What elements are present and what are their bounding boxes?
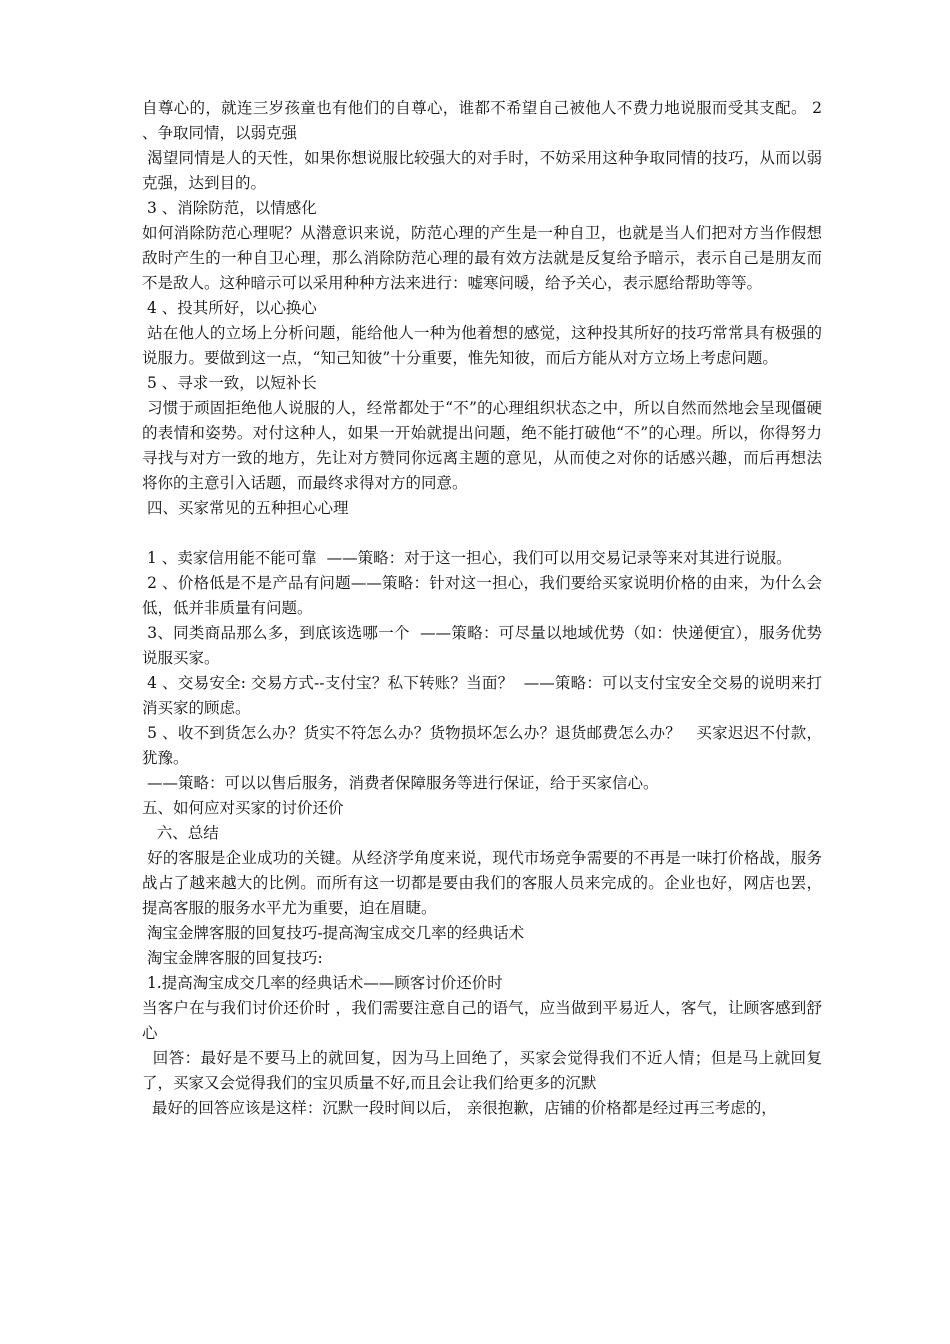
subtitle-reply-tips: 淘宝金牌客服的回复技巧: [142,949,323,967]
paragraph-remove-defense: 如何消除防范心理呢？从潜意识来说，防范心理的产生是一种自卫，也就是当人们把对方当作假想敌时产生的一种自卫心理，那么消除防范心理的最有效方法就是反复给予暗示，表示自己是朋友而不是敌人。这种暗示可以采用种种方法来进行：嘘寒问暖，给予关心，表示愿给帮助等等。 [142,224,822,292]
list-item-similar-products: 3、同类商品那么多，到底该选哪一个 ——策略：可尽量以地域优势（如：快递便宜），服务优势说服买家。 [142,624,822,667]
section-heading-buyer-worries: 四、买家常见的五种担心心理 [142,499,349,517]
paragraph-sympathy: 渴望同情是人的天性，如果你想说服比较强大的对手时，不妨采用这种争取同情的技巧，从而以弱克强，达到目的。 [142,149,822,192]
list-item-low-price: 2 、价格低是不是产品有问题——策略：针对这一担心，我们要给买家说明价格的由来，为什么会低，低并非质量有问题。 [142,574,822,617]
list-item-delivery-issues: 5 、收不到货怎么办？货实不符怎么办？货物损坏怎么办？退货邮费怎么办？ 买家迟迟不付款，犹豫。 [142,724,822,767]
blank-line [142,521,822,546]
paragraph-cater-to-taste: 站在他人的立场上分析问题，能给他人一种为他着想的感觉，这种投其所好的技巧常常具有极强的说服力。要做到这一点，“知己知彼”十分重要，惟先知彼，而后方能从对方立场上考虑问题。 [142,324,822,367]
paragraph-summary: 好的客服是企业成功的关键。从经济学角度来说，现代市场竞争需要的不再是一味打价格战，服务战占了越来越大的比例。而所有这一切都是要由我们的客服人员来完成的。企业也好，网店也罢，提高客服的服务水平尤为重要，迫在眉睫。 [142,849,822,917]
paragraph-best-answer: 最好的回答应该是这样：沉默一段时间以后， 亲很抱歉，店铺的价格都是经过再三考虑的， [142,1099,777,1117]
list-item-seller-credit: 1 、卖家信用能不能可靠 ——策略：对于这一担心，我们可以用交易记录等来对其进行说服。 [142,549,792,567]
title-reply-tips: 淘宝金牌客服的回复技巧-提高淘宝成交几率的经典话术 [142,924,525,942]
heading-seek-agreement: 5 、寻求一致，以短补长 [142,374,317,392]
list-item-transaction-safety: 4 、交易安全: 交易方式--支付宝？私下转账？当面？ ——策略：可以支付宝安全交易的说明来打消买家的顾虑。 [142,674,822,717]
section-heading-bargaining: 五、如何应对买家的讨价还价 [142,799,344,817]
paragraph-tone: 当客户在与我们讨价还价时 ，我们需要注意自己的语气，应当做到平易近人，客气，让顾客感到舒心 [142,999,822,1042]
paragraph-seek-agreement: 习惯于顽固拒绝他人说服的人，经常都处于“不”的心理组织状态之中，所以自然而然地会呈现僵硬的表情和姿势。对付这种人，如果一开始就提出问题，绝不能打破他“不”的心理。所以，你得努力寻找与对方一致的地方，先让对方赞同你远离主题的意见，从而使之对你的话感兴趣，而后再想法将你的主意引入话题，而最终求得对方的同意。 [142,399,822,492]
strategy-after-sales: ——策略：可以以售后服务，消费者保障服务等进行保证，给于买家信心。 [142,774,659,792]
document-page [142,96,827,1121]
tip-heading-bargaining: 1.提高淘宝成交几率的经典话术——顾客讨价还价时 [142,974,503,992]
paragraph-self-respect: 自尊心的，就连三岁孩童也有他们的自尊心，谁都不希望自己被他人不费力地说服而受其支配。 2 、争取同情，以弱克强 [142,99,827,142]
paragraph-answer: 回答：最好是不要马上的就回复，因为马上回绝了，买家会觉得我们不近人情；但是马上就回复了，买家又会觉得我们的宝贝质量不好,而且会让我们给更多的沉默 [142,1049,822,1092]
heading-cater-to-taste: 4 、投其所好，以心换心 [142,299,317,317]
section-heading-summary: 六、总结 [142,824,219,842]
heading-remove-defense: 3 、消除防范，以情感化 [142,199,317,217]
